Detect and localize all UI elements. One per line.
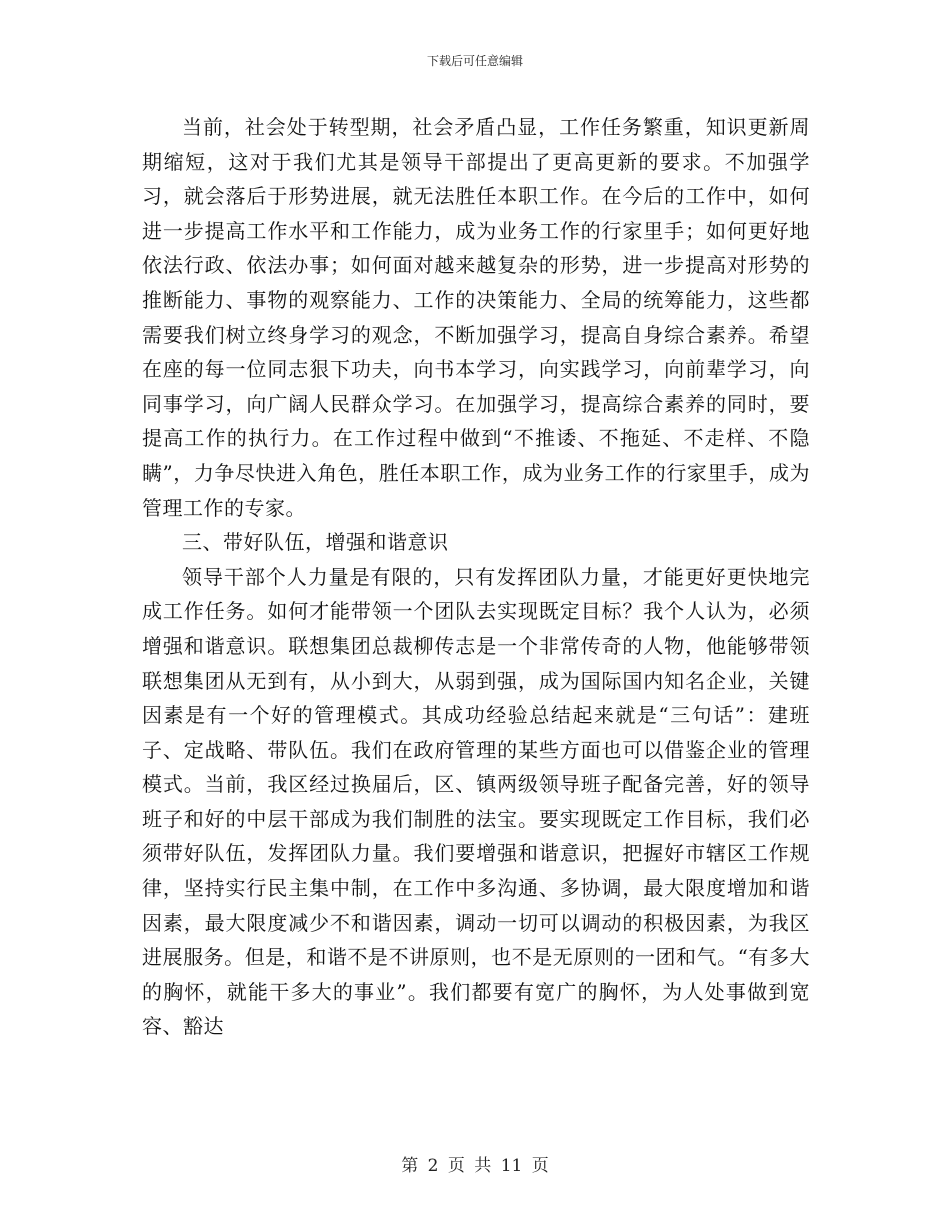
page-footer: 第 2 页 共 11 页	[401, 1156, 549, 1176]
section-heading-team: 三、带好队伍，增强和谐意识	[182, 530, 449, 555]
body-paragraph-study: 当前，社会处于转型期，社会矛盾凸显，工作任务繁重，知识更新周期缩短，这对于我们尤其是领导干部提出了更高更新的要求。不加强学习，就会落后于形势进展，就无法胜任本职工作。在今后的工作中，如何进一步提高工作水平和工作能力，成为业务工作的行家里手；如何更好地依法行政、依法办事；如何面对越来越复杂的形势，进一步提高对形势的推断能力、事物的观察能力、工作的决策能力、全局的统筹能力，这些都需要我们树立终身学习的观念，不断加强学习，提高自身综合素养。希望在座的每一位同志狠下功夫，向书本学习，向实践学习，向前辈学习，向同事学习，向广阔人民群众学习。在加强学习，提高综合素养的同时，要提高工作的执行力。在工作过程中做到“不推诿、不拖延、不走样、不隐瞒”，力争尽快进入角色，胜任本职工作，成为业务工作的行家里手，成为管理工作的专家。	[142, 115, 810, 520]
body-paragraph-team: 领导干部个人力量是有限的，只有发挥团队力量，才能更好更快地完成工作任务。如何才能带领一个团队去实现既定目标？我个人认为，必须增强和谐意识。联想集团总裁柳传志是一个非常传奇的人物，他能够带领联想集团从无到有，从小到大，从弱到强，成为国际国内知名企业，关键因素是有一个好的管理模式。其成功经验总结起来就是“三句话”：建班子、定战略、带队伍。我们在政府管理的某些方面也可以借鉴企业的管理模式。当前，我区经过换届后，区、镇两级领导班子配备完善，好的领导班子和好的中层干部成为我们制胜的法宝。要实现既定工作目标，我们必须带好队伍，发挥团队力量。我们要增强和谐意识，把握好市辖区工作规律，坚持实行民主集中制，在工作中多沟通、多协调，最大限度增加和谐因素，最大限度减少不和谐因素，调动一切可以调动的积极因素，为我区进展服务。但是，和谐不是不讲原则，也不是无原则的一团和气。“有多大的胸怀，就能干多大的事业”。我们都要有宽广的胸怀，为人处事做到宽容、豁达	[142, 564, 810, 1039]
page-header: 下载后可任意编辑	[426, 54, 523, 68]
document-body	[142, 110, 810, 1044]
